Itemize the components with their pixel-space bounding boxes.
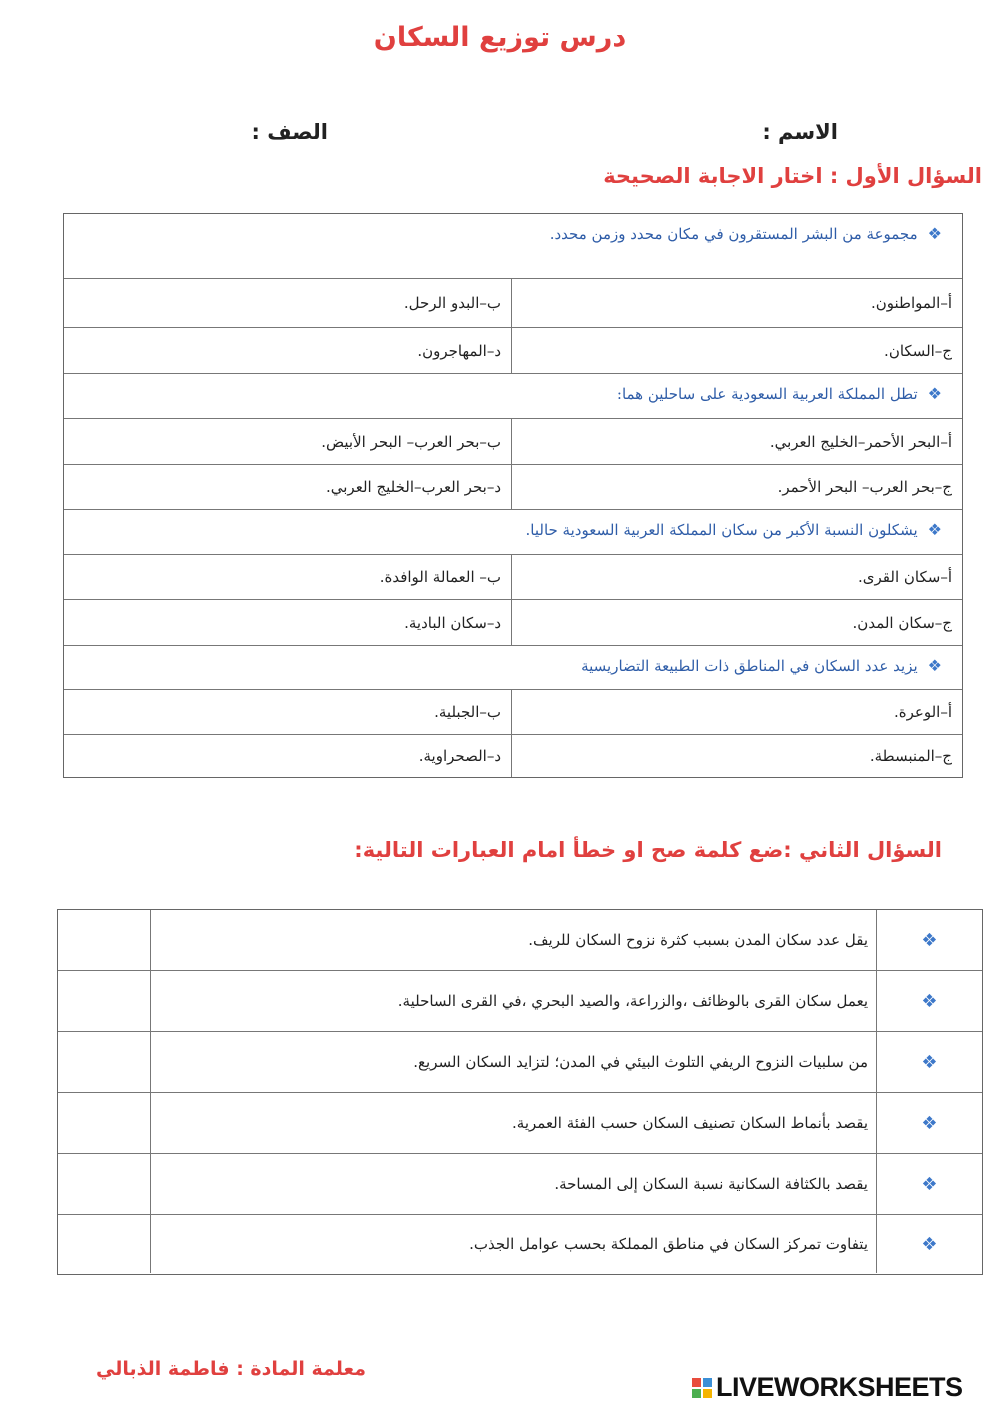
name-label: الاسم :	[762, 120, 838, 144]
mcq-options-row	[64, 419, 962, 465]
mcq-options-row	[64, 328, 962, 374]
answer-box[interactable]	[58, 1032, 149, 1092]
answer-box[interactable]	[58, 1215, 149, 1273]
option-c[interactable]: ج–بحر العرب– البحر الأحمر.	[777, 478, 952, 496]
logo-square-icon	[692, 1378, 701, 1387]
mcq-question-text: يزيد عدد السكان في المناطق ذات الطبيعة التضاريسية	[581, 657, 918, 675]
option-b[interactable]: ب–الجبلية.	[64, 690, 512, 734]
statement-text: يقل عدد سكان المدن بسبب كثرة نزوح السكان للريف.	[150, 910, 876, 970]
true-false-row	[58, 910, 982, 971]
question-1-heading: السؤال الأول : اختار الاجابة الصحيحة	[603, 164, 982, 188]
logo-grid-icon	[692, 1378, 712, 1398]
statement-text: يقصد بأنماط السكان تصنيف السكان حسب الفئة العمرية.	[150, 1093, 876, 1153]
option-a[interactable]: أ–الوعرة.	[893, 703, 952, 721]
logo-text: LIVEWORKSHEETS	[716, 1372, 963, 1402]
mcq-question-row	[64, 374, 962, 419]
answer-box[interactable]	[58, 910, 149, 970]
statement-text: يعمل سكان القرى بالوظائف ،والزراعة، والصيد البحري ،في القرى الساحلية.	[150, 971, 876, 1031]
statement-text: يتفاوت تمركز السكان في مناطق المملكة بحسب عوامل الجذب.	[150, 1215, 876, 1273]
true-false-row	[58, 1093, 982, 1154]
option-b[interactable]: ب– العمالة الوافدة.	[64, 555, 512, 599]
diamond-bullet-icon: ❖	[921, 1051, 938, 1073]
teacher-name: معلمة المادة : فاطمة الذبالي	[96, 1358, 367, 1380]
true-false-row	[58, 1032, 982, 1093]
option-c[interactable]: ج–السكان.	[884, 341, 952, 360]
statement-text: يقصد بالكثافة السكانية نسبة السكان إلى المساحة.	[150, 1154, 876, 1214]
option-a[interactable]: أ–البحر الأحمر–الخليج العربي.	[769, 432, 952, 451]
mcq-options-row	[64, 279, 962, 328]
diamond-bullet-icon: ❖	[921, 1173, 938, 1195]
mcq-options-row	[64, 600, 962, 646]
option-a[interactable]: أ–سكان القرى.	[858, 568, 952, 586]
true-false-row	[58, 1215, 982, 1273]
answer-box[interactable]	[58, 971, 149, 1031]
liveworksheets-logo	[692, 1372, 963, 1403]
option-b[interactable]: ب–البدو الرحل.	[64, 279, 512, 327]
question-2-table	[57, 909, 983, 1275]
mcq-question-row	[64, 510, 962, 555]
option-c[interactable]: ج–المنبسطة.	[869, 747, 952, 765]
mcq-options-row	[64, 555, 962, 600]
mcq-question-text: تطل المملكة العربية السعودية على ساحلين هما:	[616, 385, 918, 403]
diamond-bullet-icon: ❖	[921, 1112, 938, 1134]
diamond-bullet-icon: ❖	[927, 384, 942, 403]
diamond-bullet-icon: ❖	[921, 990, 938, 1012]
mcq-question-row	[64, 646, 962, 690]
mcq-options-row	[64, 465, 962, 510]
logo-square-icon	[703, 1389, 712, 1398]
statement-text: من سلبيات النزوح الريفي التلوث البيئي في المدن؛ لتزايد السكان السريع.	[150, 1032, 876, 1092]
true-false-row	[58, 971, 982, 1032]
mcq-question-text: يشكلون النسبة الأكبر من سكان المملكة العربية السعودية حاليا.	[525, 521, 918, 539]
option-a[interactable]: أ–المواطنون.	[871, 294, 952, 312]
logo-square-icon	[692, 1389, 701, 1398]
answer-box[interactable]	[58, 1093, 149, 1153]
answer-box[interactable]	[58, 1154, 149, 1214]
class-label: الصف :	[251, 120, 328, 144]
option-d[interactable]: د–سكان البادية.	[64, 600, 512, 645]
mcq-question-text: مجموعة من البشر المستقرون في مكان محدد وزمن محدد.	[549, 225, 918, 243]
option-d[interactable]: د–الصحراوية.	[64, 735, 512, 777]
question-2-heading: السؤال الثاني :ضع كلمة صح او خطأ امام العبارات التالية:	[354, 838, 942, 862]
diamond-bullet-icon: ❖	[921, 1233, 938, 1255]
diamond-bullet-icon: ❖	[927, 656, 942, 675]
mcq-options-row	[64, 690, 962, 735]
mcq-question-row	[64, 214, 962, 279]
option-d[interactable]: د–المهاجرون.	[64, 328, 512, 373]
option-b[interactable]: ب–بحر العرب– البحر الأبيض.	[64, 419, 512, 464]
diamond-bullet-icon: ❖	[921, 929, 938, 951]
true-false-row	[58, 1154, 982, 1215]
page-title: درس توزيع السكان	[373, 22, 627, 53]
logo-square-icon	[703, 1378, 712, 1387]
diamond-bullet-icon: ❖	[927, 520, 942, 539]
option-c[interactable]: ج–سكان المدن.	[852, 613, 952, 632]
diamond-bullet-icon: ❖	[927, 224, 942, 243]
question-1-table	[63, 213, 963, 778]
mcq-options-row	[64, 735, 962, 777]
option-d[interactable]: د–بحر العرب–الخليج العربي.	[64, 465, 512, 509]
